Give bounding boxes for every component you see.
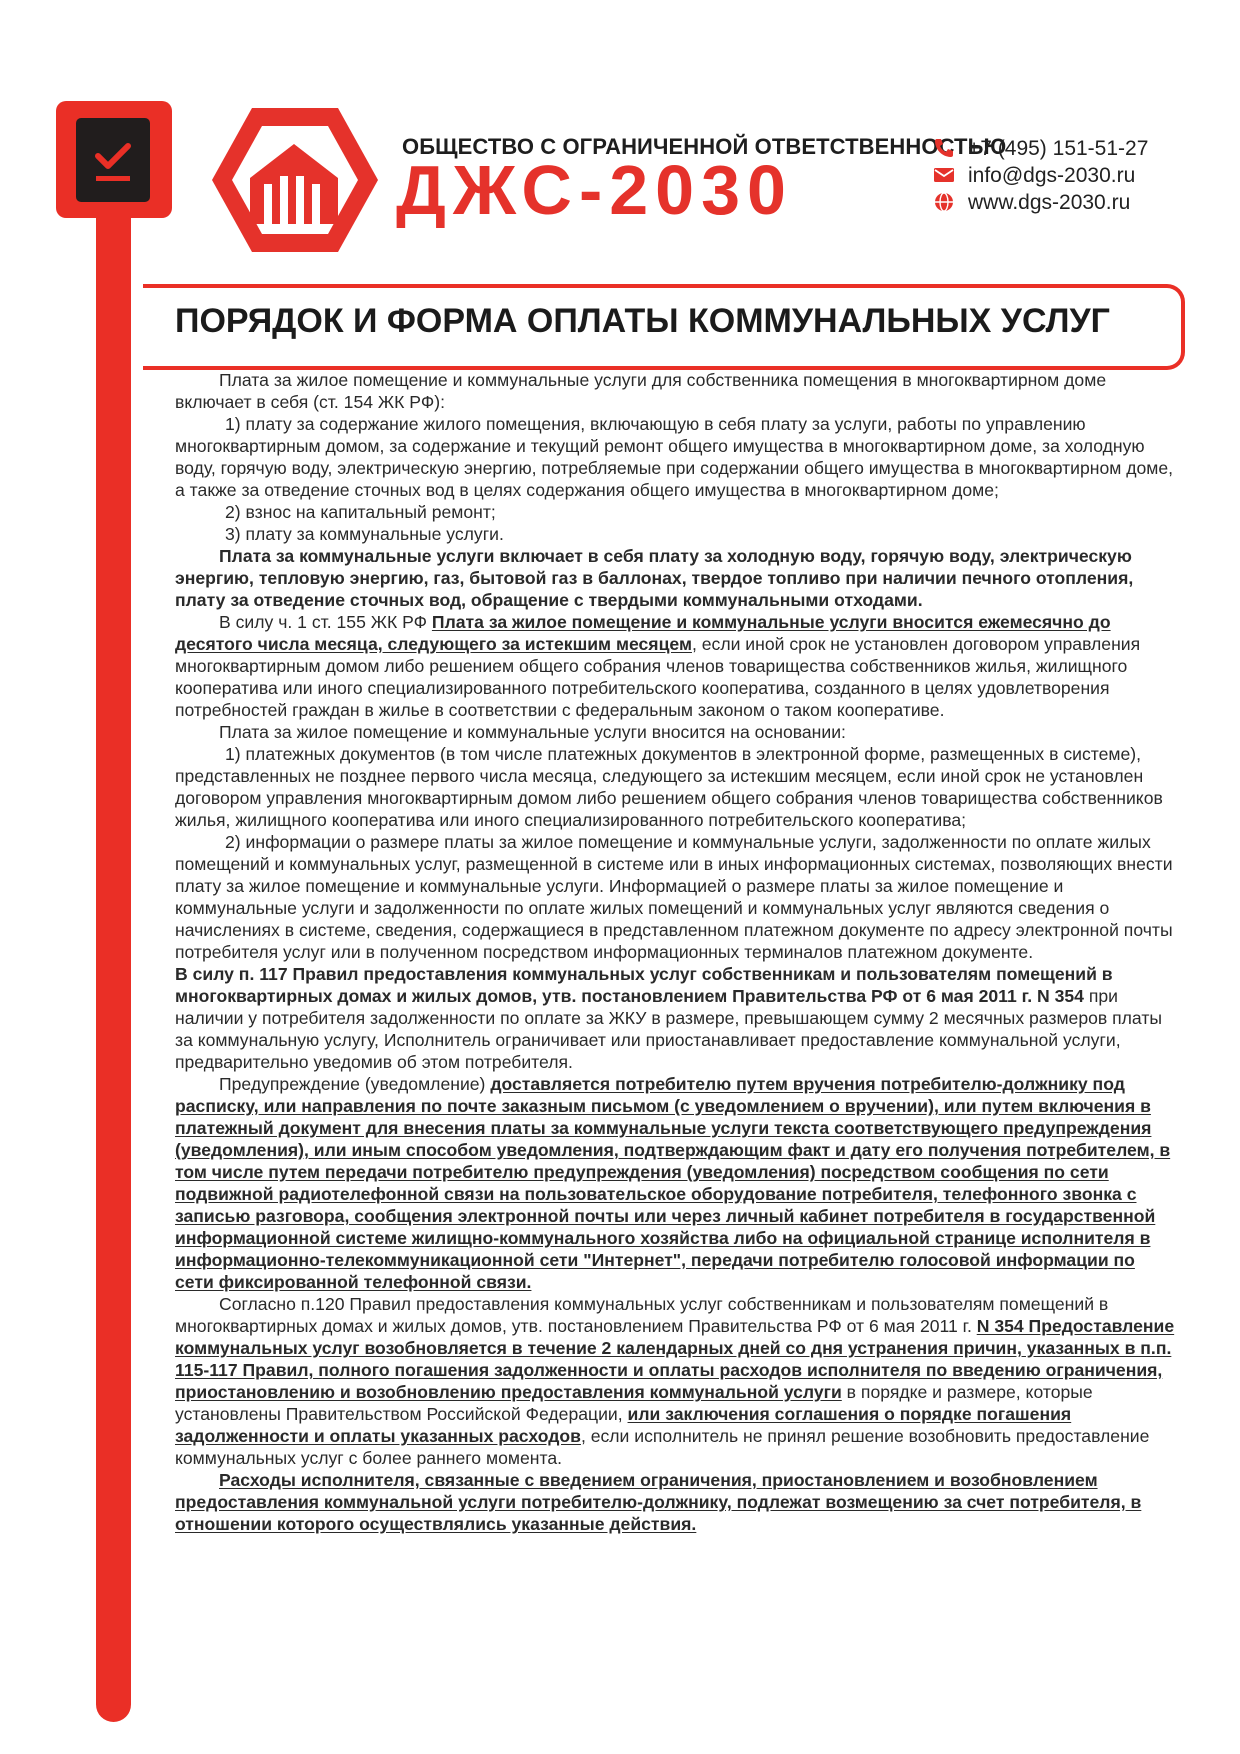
side-stripe bbox=[96, 210, 131, 1722]
paragraph: Плата за жилое помещение и коммунальные услуги вносится на основании: bbox=[219, 722, 846, 742]
text-run: в порядке и размере, которые установлены Правительством Российской Федерации, bbox=[175, 1382, 1093, 1424]
paragraph: Плата за коммунальные услуги включает в себя плату за холодную воду, горячую воду, электрическую энергию, тепловую энергию, газ, бытовой газ в баллонах, твердое топливо при наличии печного отопления, плату за отведение сточных вод, обращение с твердыми коммунальными отходами. bbox=[175, 546, 1134, 610]
paragraph: Расходы исполнителя, связанные с введением ограничения, приостановлением и возобновлением предоставления коммунальной услуги потребителю-должнику, подлежат возмещению за счет потребителя, в отношении которого осуществлялись указанные действия. bbox=[175, 1470, 1142, 1534]
text-run-emphasis: Плата за жилое помещение и коммунальные услуги вносится ежемесячно до десятого числа месяца, следующего за истекшим месяцем bbox=[175, 612, 1111, 654]
page-title: ПОРЯДОК И ФОРМА ОПЛАТЫ КОММУНАЛЬНЫХ УСЛУГ bbox=[175, 302, 1110, 340]
email-icon bbox=[933, 164, 955, 186]
contact-email[interactable] bbox=[968, 164, 1135, 188]
list-item: 3) плату за коммунальные услуги. bbox=[225, 524, 504, 544]
text-run: при наличии у потребителя задолженности по оплате за ЖКУ в размере, превышающем сумму 2 месячных размеров платы за коммунальную услугу, Исполнитель ограничивает или приостанавливает предоставление коммунальной услуги, предварительно уведомив об этом потребителя. bbox=[175, 986, 1163, 1072]
email-text: info@dgs-2030.ru bbox=[968, 164, 1136, 187]
text-run: , если иной срок не установлен договором управления многоквартирным домом либо решением общего собрания членов товарищества собственников жилья, жилищного кооператива или иного специализированного потребительского кооператива, созданного в целях удовлетворения потребностей граждан в жилье в соответствии с федеральным законом о таком кооперативе. bbox=[175, 634, 1141, 720]
list-item: 2) взнос на капитальный ремонт; bbox=[225, 502, 496, 522]
paragraph bbox=[175, 1293, 1175, 1469]
org-title: ОБЩЕСТВО С ОГРАНИЧЕННОЙ ОТВЕТСТВЕННОСТЬЮ bbox=[402, 134, 1007, 159]
text-run-emphasis: или заключения соглашения о порядке погашения задолженности и оплаты указанных расходов bbox=[175, 1404, 1072, 1446]
list-item: 1) платежных документов (в том числе платежных документов в электронной форме, размещенных в системе), представленных не позднее первого числа месяца, следующего за истекшим месяцем, если иной срок не установлен договором управления многоквартирным домом либо решением общего собрания членов товарищества собственников жилья, жилищного кооператива или иного специализированного потребительского кооператива; bbox=[175, 744, 1163, 830]
globe-icon bbox=[933, 191, 955, 213]
text-run: Предупреждение (уведомление) bbox=[219, 1074, 491, 1094]
list-item: 2) информации о размере платы за жилое помещение и коммунальные услуги, задолженности по оплате жилых помещений и коммунальных услуг, размещенной в системе или в иных информационных системах, позволяющих внести плату за жилое помещение и коммунальные услуги. Информацией о размере платы за жилое помещение и коммунальные услуги и задолженности по оплате жилых помещений и коммунальных услуг являются сведения о начислениях в системе, сведения, содержащиеся в представленном платежном документе по адресу электронной почты потребителя услуг или в полученном посредством информационных терминалов платежном документе. bbox=[175, 832, 1173, 962]
list-item: 1) плату за содержание жилого помещения, включающую в себя плату за услуги, работы по управлению многоквартирным домом, за содержание и текущий ремонт общего имущества в многоквартирном доме, за холодную воду, горячую воду, электрическую энергию, потребляемые при содержании общего имущества в многоквартирном доме, а также за отведение сточных вод в целях содержания общего имущества в многоквартирном доме; bbox=[175, 414, 1174, 500]
document-body bbox=[175, 369, 1175, 1535]
phone-text: +7 (495) 151-51-27 bbox=[968, 137, 1149, 160]
phone-icon bbox=[933, 137, 955, 159]
text-run-emphasis: доставляется потребителю путем вручения потребителю-должнику под расписку, или направления по почте заказным письмом (с уведомлением о вручении), или путем включения в платежный документ для внесения платы за коммунальные услуги текста соответствующего предупреждения (уведомления), или иным способом уведомления, подтверждающим факт и дату его получения потребителем, в том числе путем передачи потребителю предупреждения (уведомления) посредством сообщения по сети подвижной радиотелефонной связи на пользовательское оборудование потребителя, телефонного звонка с записью разговора, сообщения электронной почты или через личный кабинет потребителя в государственной информационной системе жилищно-коммунального хозяйства либо на официальной странице исполнителя в информационно-телекоммуникационной сети "Интернет", передачи потребителю голосовой информации по сети фиксированной телефонной связи. bbox=[175, 1074, 1171, 1292]
paragraph: Плата за жилое помещение и коммунальные услуги для собственника помещения в многоквартирном доме включает в себя (ст. 154 ЖК РФ): bbox=[175, 370, 1107, 412]
text-run-emphasis: В силу п. 117 Правил предоставления коммунальных услуг собственникам и пользователям помещений в многоквартирных домах и жилых домов, утв. постановлением Правительства РФ от 6 мая 2011 г. N 354 bbox=[175, 964, 1113, 1006]
company-logo bbox=[210, 104, 380, 256]
text-run: Согласно п.120 Правил предоставления коммунальных услуг собственникам и пользователям помещений в многоквартирных домах и жилых домов, утв. постановлением Правительства РФ от 6 мая 2011 г. bbox=[175, 1294, 1109, 1336]
text-run-emphasis: N 354 Предоставление коммунальных услуг возобновляется в течение 2 календарных дней со дня устранения причин, указанных в п.п. 115-117 Правил, полного погашения задолженности и оплаты расходов исполнителя по введению ограничения, приостановлению и возобновлению предоставления коммунальной услуги bbox=[175, 1316, 1175, 1402]
text-run: , если исполнитель не принял решение возобновить предоставление коммунальных услуг с более раннего момента. bbox=[175, 1426, 1150, 1468]
contact-website[interactable] bbox=[968, 191, 1130, 215]
website-text: www.dgs-2030.ru bbox=[968, 191, 1131, 214]
org-name: ДЖС-2030 bbox=[396, 151, 793, 229]
paragraph bbox=[175, 611, 1175, 721]
paragraph bbox=[175, 1073, 1175, 1293]
paragraph bbox=[175, 963, 1175, 1073]
checkbox-icon bbox=[76, 118, 150, 202]
text-run: В силу ч. 1 ст. 155 ЖК РФ bbox=[219, 612, 432, 632]
contact-phone[interactable] bbox=[968, 137, 1148, 161]
